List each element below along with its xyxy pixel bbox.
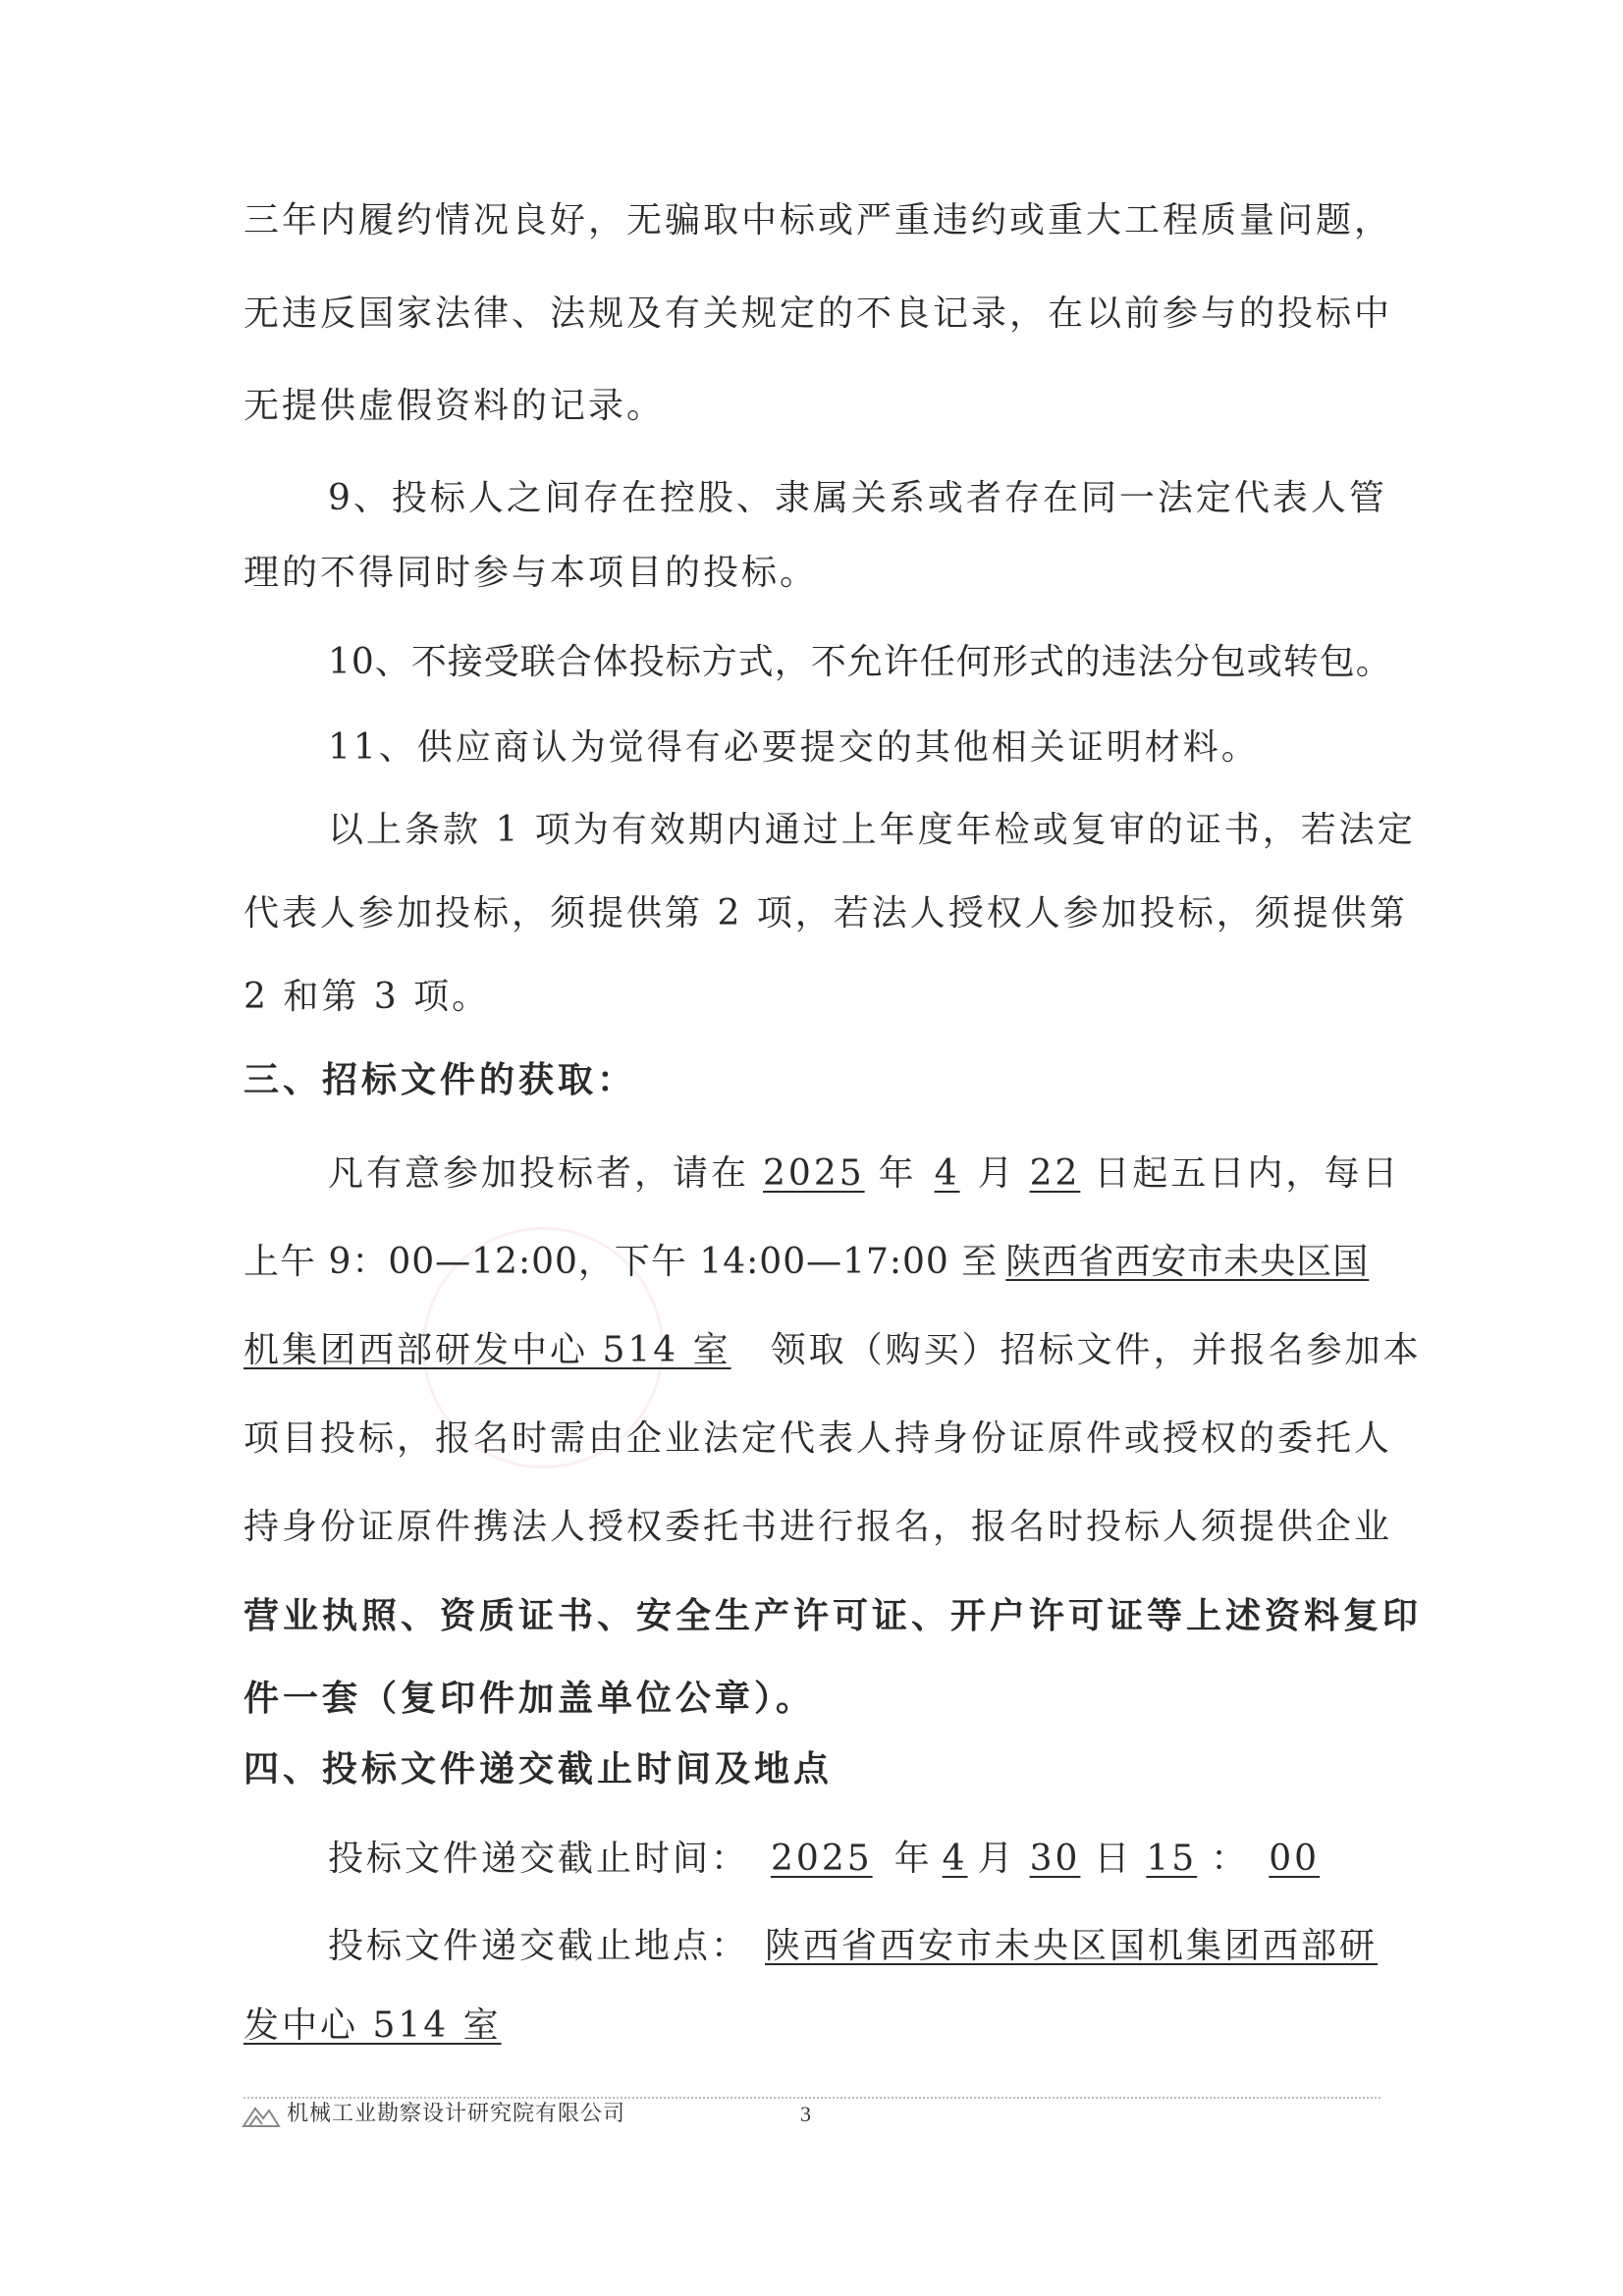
paragraph-line: 代表人参加投标，须提供第 2 项，若法人授权人参加投标，须提供第 bbox=[243, 893, 1408, 934]
paragraph-line: 10、不接受联合体投标方式，不允许任何形式的违法分包或转包。 bbox=[328, 642, 1392, 682]
footer-divider bbox=[243, 2097, 1380, 2099]
paragraph-line: 营业执照、资质证书、安全生产许可证、开户许可证等上述资料复印 bbox=[243, 1595, 1423, 1636]
field-label: 投标文件递交截止地点： bbox=[328, 1926, 750, 1966]
paragraph-line bbox=[243, 1239, 1369, 1286]
location-field: 机集团西部研发中心 514 室 bbox=[243, 1330, 731, 1370]
text-segment: 领取（购买）招标文件，并报名参加本 bbox=[770, 1330, 1422, 1370]
deadline-hour-field: 15 bbox=[1146, 1839, 1198, 1879]
text-segment: 年 bbox=[893, 1839, 933, 1879]
section-heading: 三、招标文件的获取： bbox=[243, 1059, 637, 1100]
deadline-year-field: 2025 bbox=[771, 1839, 873, 1879]
text-segment: 月 bbox=[977, 1153, 1016, 1194]
paragraph-line bbox=[328, 1150, 1400, 1198]
deadline-month-field: 4 bbox=[942, 1839, 968, 1879]
paragraph-line: 9、投标人之间存在控股、隶属关系或者存在同一法定代表人管 bbox=[328, 478, 1387, 518]
text-segment: 年 bbox=[878, 1153, 917, 1194]
paragraph-line: 无提供虚假资料的记录。 bbox=[243, 386, 666, 426]
field-label: 投标文件递交截止时间： bbox=[328, 1839, 750, 1879]
paragraph-line: 2 和第 3 项。 bbox=[243, 977, 491, 1017]
location-field: 陕西省西安市未央区国 bbox=[1005, 1242, 1370, 1282]
text-segment: ： bbox=[1211, 1839, 1250, 1879]
paragraph-line: 以上条款 1 项为有效期内通过上年度年检或复审的证书，若法定 bbox=[328, 810, 1416, 850]
paragraph-line: 三年内履约情况良好，无骗取中标或严重违约或重大工程质量问题， bbox=[243, 200, 1393, 240]
paragraph-line: 11、供应商认为觉得有必要提交的其他相关证明材料。 bbox=[328, 727, 1260, 768]
deadline-minute-field: 00 bbox=[1269, 1839, 1321, 1879]
text-segment: 月 bbox=[977, 1839, 1016, 1879]
company-mountain-logo-icon bbox=[242, 2103, 281, 2128]
section-heading: 四、投标文件递交截止时间及地点 bbox=[243, 1748, 834, 1789]
paragraph-line: 理的不得同时参与本项目的投标。 bbox=[243, 553, 819, 593]
paragraph-line bbox=[328, 1923, 1378, 1970]
date-year-field: 2025 bbox=[763, 1153, 865, 1194]
paragraph-line: 无违反国家法律、法规及有关规定的不良记录，在以前参与的投标中 bbox=[243, 294, 1393, 334]
deadline-place-field: 发中心 514 室 bbox=[243, 2005, 502, 2046]
date-day-field: 22 bbox=[1029, 1153, 1081, 1194]
deadline-place-field: 陕西省西安市未央区国机集团西部研 bbox=[765, 1926, 1379, 1966]
footer-company-name: 机械工业勘察设计研究院有限公司 bbox=[287, 2102, 626, 2126]
paragraph-line: 项目投标，报名时需由企业法定代表人持身份证原件或授权的委托人 bbox=[243, 1418, 1393, 1459]
date-month-field: 4 bbox=[934, 1153, 960, 1194]
deadline-day-field: 30 bbox=[1029, 1839, 1081, 1879]
page-number: 3 bbox=[800, 2102, 811, 2126]
paragraph-line: 持身份证原件携法人授权委托书进行报名，报名时投标人须提供企业 bbox=[243, 1507, 1393, 1547]
paragraph-line bbox=[328, 1836, 1339, 1883]
text-segment: 日起五日内，每日 bbox=[1094, 1153, 1401, 1194]
text-segment: 凡有意参加投标者，请在 bbox=[328, 1153, 750, 1194]
paragraph-line bbox=[243, 2002, 502, 2050]
paragraph-line bbox=[243, 1327, 1422, 1374]
paragraph-line: 件一套（复印件加盖单位公章）。 bbox=[243, 1678, 816, 1719]
text-segment: 上午 9：00—12:00，下午 14:00—17:00 至 bbox=[243, 1242, 999, 1282]
text-segment: 日 bbox=[1094, 1839, 1133, 1879]
